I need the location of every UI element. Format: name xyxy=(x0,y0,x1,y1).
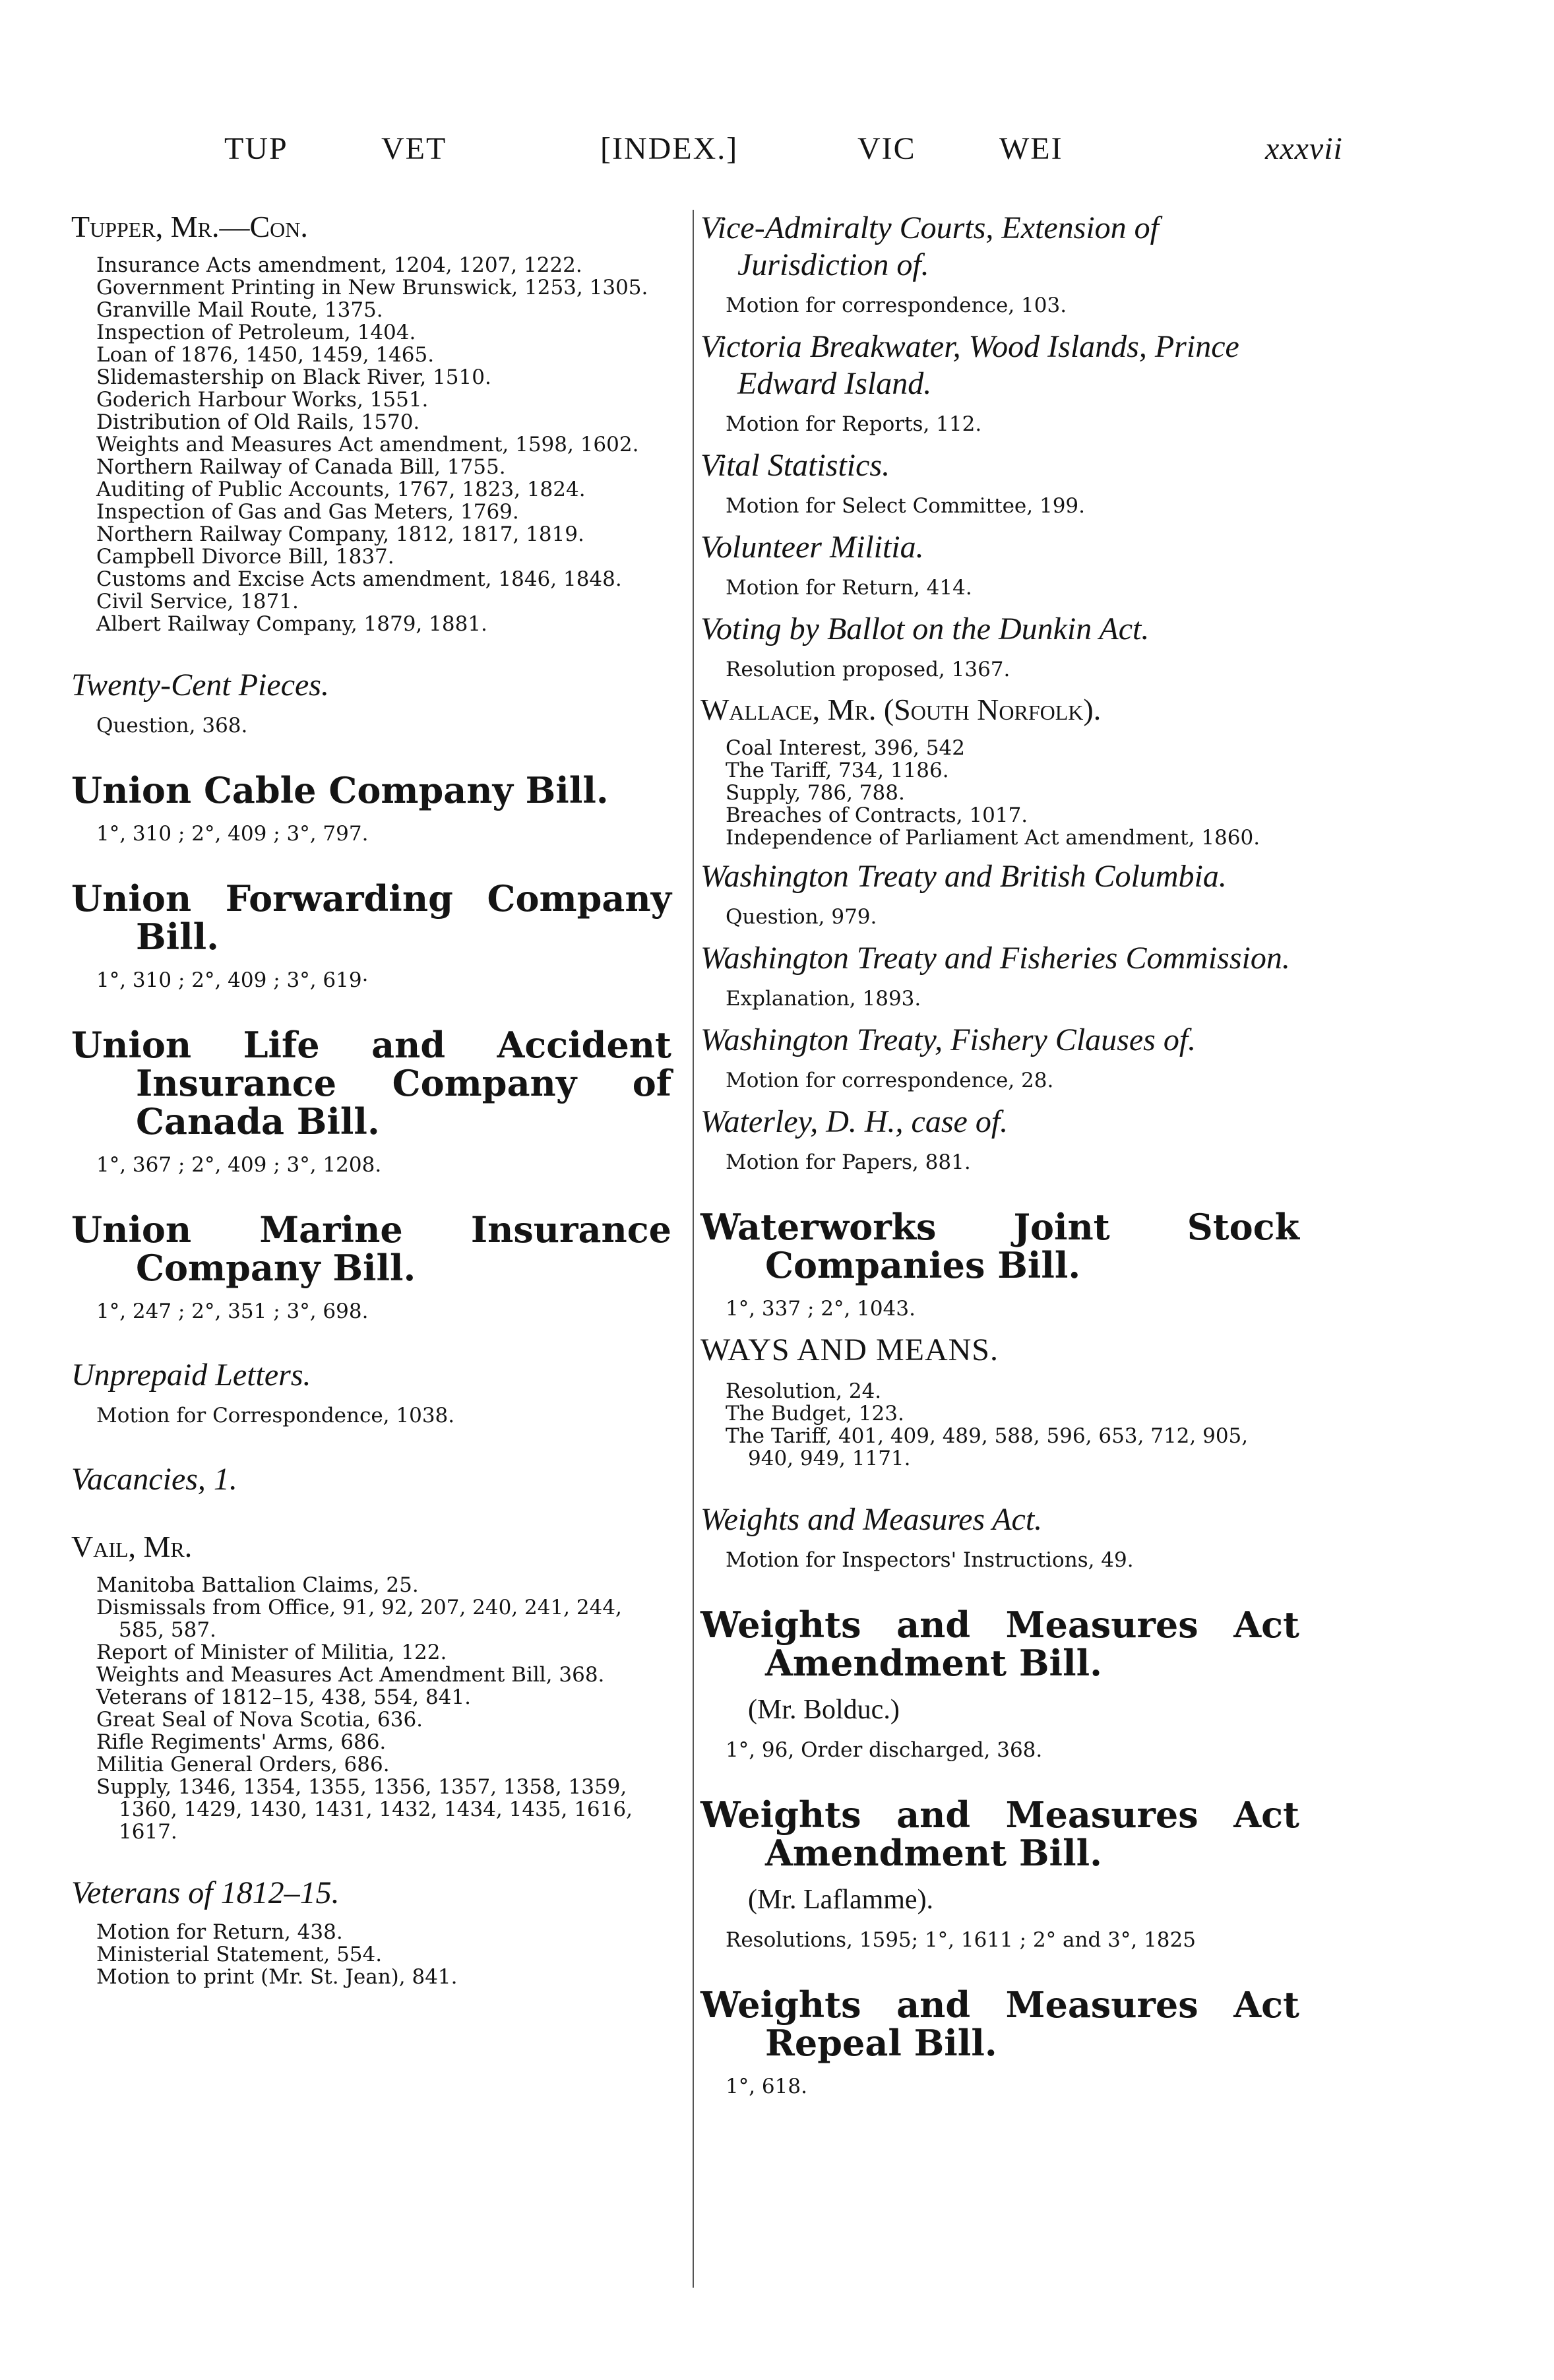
entry-mover: (Mr. Laflamme). xyxy=(748,1884,934,1915)
entry-heading: Union Life and Accident Insurance Company of Canada Bill. xyxy=(71,1023,671,1143)
entry-mover: (Mr. Bolduc.) xyxy=(748,1694,900,1725)
entry-wm-amendment-bolduc xyxy=(700,1603,1299,1763)
subitem: Weights and Measures Act Amendment Bill, 368. xyxy=(96,1662,605,1687)
entry-wallace xyxy=(700,693,1299,849)
entry-reference: 1°, 618. xyxy=(726,2074,807,2098)
subitem: Civil Service, 1871. xyxy=(96,589,299,613)
entry-waterworks xyxy=(700,1205,1299,1321)
entry-twenty-cent-pieces xyxy=(71,667,671,738)
entry-heading: Waterley, D. H., case of. xyxy=(700,1104,1009,1139)
header-right-start: VIC xyxy=(857,131,916,166)
subitem: Motion to print (Mr. St. Jean), 841. xyxy=(96,1964,458,1989)
subitem: Motion for Return, 438. xyxy=(96,1920,343,1944)
page-number: xxxvii xyxy=(1265,131,1343,166)
entry-heading: Vacancies, 1. xyxy=(71,1461,237,1497)
subitem: Dismissals from Office, 91, 92, 207, 240, 241, 244, 585, 587. xyxy=(96,1595,622,1642)
entry-union-marine xyxy=(71,1210,671,1324)
subitem: Inspection of Gas and Gas Meters, 1769. xyxy=(96,499,519,524)
entry-vital-statistics xyxy=(700,447,1299,518)
subitem: Report of Minister of Militia, 122. xyxy=(96,1640,447,1664)
entry-heading: Union Forwarding Company Bill. xyxy=(71,877,671,958)
entry-washington-bc xyxy=(700,858,1299,929)
entry-union-life xyxy=(71,1023,671,1177)
entry-heading: Tupper, Mr.—Con. xyxy=(71,210,308,243)
right-column xyxy=(700,210,1299,2110)
subitem: Albert Railway Company, 1879, 1881. xyxy=(96,611,487,636)
left-column xyxy=(71,210,671,1997)
entry-heading: WAYS AND MEANS. xyxy=(700,1332,999,1367)
subitem: Distribution of Old Rails, 1570. xyxy=(96,410,420,434)
entry-washington-fisheries xyxy=(700,940,1299,1011)
subitem: Government Printing in New Brunswick, 1253, 1305. xyxy=(96,275,648,299)
subitem: Rifle Regiments' Arms, 686. xyxy=(96,1730,387,1754)
entry-reference: Question, 979. xyxy=(726,904,877,929)
header-left-start: TUP xyxy=(224,131,288,166)
subitem: Customs and Excise Acts amendment, 1846, 1848. xyxy=(96,567,622,591)
entry-volunteer-militia xyxy=(700,529,1299,600)
entry-heading: Voting by Ballot on the Dunkin Act. xyxy=(700,611,1150,646)
entry-heading: Weights and Measures Act Amendment Bill. xyxy=(700,1793,1299,1874)
entry-vail xyxy=(71,1530,671,1843)
entry-subitems xyxy=(700,1380,1299,1470)
subitem: Goderich Harbour Works, 1551. xyxy=(96,387,429,412)
entry-reference: Motion for Correspondence, 1038. xyxy=(96,1403,455,1427)
entry-wm-repeal xyxy=(700,1983,1299,2099)
entry-heading: Weights and Measures Act. xyxy=(700,1501,1043,1537)
entry-heading: Veterans of 1812–15. xyxy=(71,1875,340,1910)
entry-heading: Union Marine Insurance Company Bill. xyxy=(71,1208,671,1289)
entry-wm-amendment-laflamme xyxy=(700,1793,1299,1953)
header-center: [INDEX.] xyxy=(600,131,739,166)
subitem: Independence of Parliament Act amendment, 1860. xyxy=(726,825,1260,850)
entry-reference: Motion for Papers, 881. xyxy=(726,1150,971,1174)
entry-union-cable xyxy=(71,768,671,846)
entry-reference: 1°, 337 ; 2°, 1043. xyxy=(726,1296,916,1321)
subitem: Auditing of Public Accounts, 1767, 1823, 1824. xyxy=(96,477,586,501)
entry-victoria-breakwater xyxy=(700,329,1299,437)
subitem: Insurance Acts amendment, 1204, 1207, 1222. xyxy=(96,253,582,277)
subitem: Northern Railway of Canada Bill, 1755. xyxy=(96,454,506,479)
subitem: Coal Interest, 396, 542 xyxy=(726,736,965,760)
subitem: Militia General Orders, 686. xyxy=(96,1752,390,1776)
subitem: Supply, 1346, 1354, 1355, 1356, 1357, 1358, 1359, 1360, 1429, 1430, 1431, 1432, 1434, 1435, 1616, 1617. xyxy=(96,1774,633,1844)
subitem: Northern Railway Company, 1812, 1817, 1819. xyxy=(96,522,584,546)
subitem: The Tariff, 401, 409, 489, 588, 596, 653, 712, 905, 940, 949, 1171. xyxy=(726,1424,1249,1470)
subitem: Manitoba Battalion Claims, 25. xyxy=(96,1573,419,1597)
entry-reference: Resolutions, 1595; 1°, 1611 ; 2° and 3°, 1825 xyxy=(726,1927,1196,1952)
entry-subitems xyxy=(71,254,671,635)
entry-union-forwarding xyxy=(71,879,671,993)
entry-reference: Resolution proposed, 1367. xyxy=(726,658,1010,681)
entry-voting-by-ballot xyxy=(700,611,1299,682)
subitem: Campbell Divorce Bill, 1837. xyxy=(96,544,394,569)
entry-heading: Vail, Mr. xyxy=(71,1529,193,1563)
entry-reference: Explanation, 1893. xyxy=(726,986,921,1011)
entry-heading: Wallace, Mr. (South Norfolk). xyxy=(700,693,1102,726)
subitem: Weights and Measures Act amendment, 1598, 1602. xyxy=(96,432,639,456)
entry-reference: 1°, 96, Order discharged, 368. xyxy=(726,1738,1043,1762)
entry-heading: Weights and Measures Act Amendment Bill. xyxy=(700,1603,1299,1684)
entry-unprepaid-letters xyxy=(71,1357,671,1428)
subitem: Resolution, 24. xyxy=(726,1379,882,1403)
entry-subitems xyxy=(700,737,1299,849)
entry-heading: Volunteer Militia. xyxy=(700,530,924,565)
entry-reference: Motion for Inspectors' Instructions, 49. xyxy=(726,1548,1134,1572)
entry-heading: Union Cable Company Bill. xyxy=(71,768,609,811)
entry-reference: Motion for correspondence, 28. xyxy=(726,1068,1054,1092)
entry-heading: Vice-Admiralty Courts, Extension of Jurisdiction of. xyxy=(700,210,1159,282)
subitem: Veterans of 1812–15, 438, 554, 841. xyxy=(96,1685,472,1709)
subitem: Ministerial Statement, 554. xyxy=(96,1942,383,1966)
entry-heading: Waterworks Joint Stock Companies Bill. xyxy=(700,1205,1299,1286)
entry-tupper xyxy=(71,210,671,635)
subitem: Breaches of Contracts, 1017. xyxy=(726,803,1028,827)
entry-vice-admiralty xyxy=(700,210,1299,318)
entry-reference: 1°, 247 ; 2°, 351 ; 3°, 698. xyxy=(96,1299,369,1323)
entry-heading: Twenty-Cent Pieces. xyxy=(71,667,329,703)
entry-reference: Motion for Select Committee, 199. xyxy=(726,494,1086,518)
subitem: Inspection of Petroleum, 1404. xyxy=(96,320,416,344)
entry-subitems xyxy=(71,1574,671,1843)
entry-heading: Washington Treaty and British Columbia. xyxy=(700,858,1227,894)
entry-heading: Washington Treaty, Fishery Clauses of. xyxy=(700,1022,1197,1057)
subitem: Granville Mail Route, 1375. xyxy=(96,298,383,322)
entry-waterley xyxy=(700,1104,1299,1175)
entry-washington-fishery-clauses xyxy=(700,1022,1299,1093)
entry-reference: Motion for Return, 414. xyxy=(726,576,972,600)
subitem: Loan of 1876, 1450, 1459, 1465. xyxy=(96,342,435,367)
entry-vacancies xyxy=(71,1461,671,1498)
entry-reference: 1°, 367 ; 2°, 409 ; 3°, 1208. xyxy=(96,1152,382,1177)
entry-heading: Victoria Breakwater, Wood Islands, Prince Edward Island. xyxy=(700,329,1239,401)
entry-reference: 1°, 310 ; 2°, 409 ; 3°, 619· xyxy=(96,968,369,992)
entry-weights-measures-act xyxy=(700,1501,1299,1573)
header-left-end: VET xyxy=(381,131,447,166)
subitem: The Tariff, 734, 1186. xyxy=(726,758,949,782)
entry-subitems xyxy=(71,1921,671,1988)
entry-heading: Vital Statistics. xyxy=(700,448,890,483)
entry-ways-and-means xyxy=(700,1332,1299,1470)
entry-reference: 1°, 310 ; 2°, 409 ; 3°, 797. xyxy=(96,821,369,846)
column-divider xyxy=(693,210,694,2288)
subitem: Slidemastership on Black River, 1510. xyxy=(96,365,491,389)
subitem: Supply, 786, 788. xyxy=(726,780,905,805)
entry-veterans xyxy=(71,1875,671,1988)
entry-reference: Motion for correspondence, 103. xyxy=(726,294,1067,317)
subitem: Great Seal of Nova Scotia, 636. xyxy=(96,1707,423,1732)
entry-reference: Motion for Reports, 112. xyxy=(726,412,982,436)
subitem: The Budget, 123. xyxy=(726,1401,904,1425)
header-right-end: WEI xyxy=(999,131,1063,166)
entry-reference: Question, 368. xyxy=(96,713,248,737)
entry-heading: Unprepaid Letters. xyxy=(71,1357,311,1393)
entry-heading: Washington Treaty and Fisheries Commission. xyxy=(700,940,1290,976)
entry-heading: Weights and Measures Act Repeal Bill. xyxy=(700,1983,1299,2064)
